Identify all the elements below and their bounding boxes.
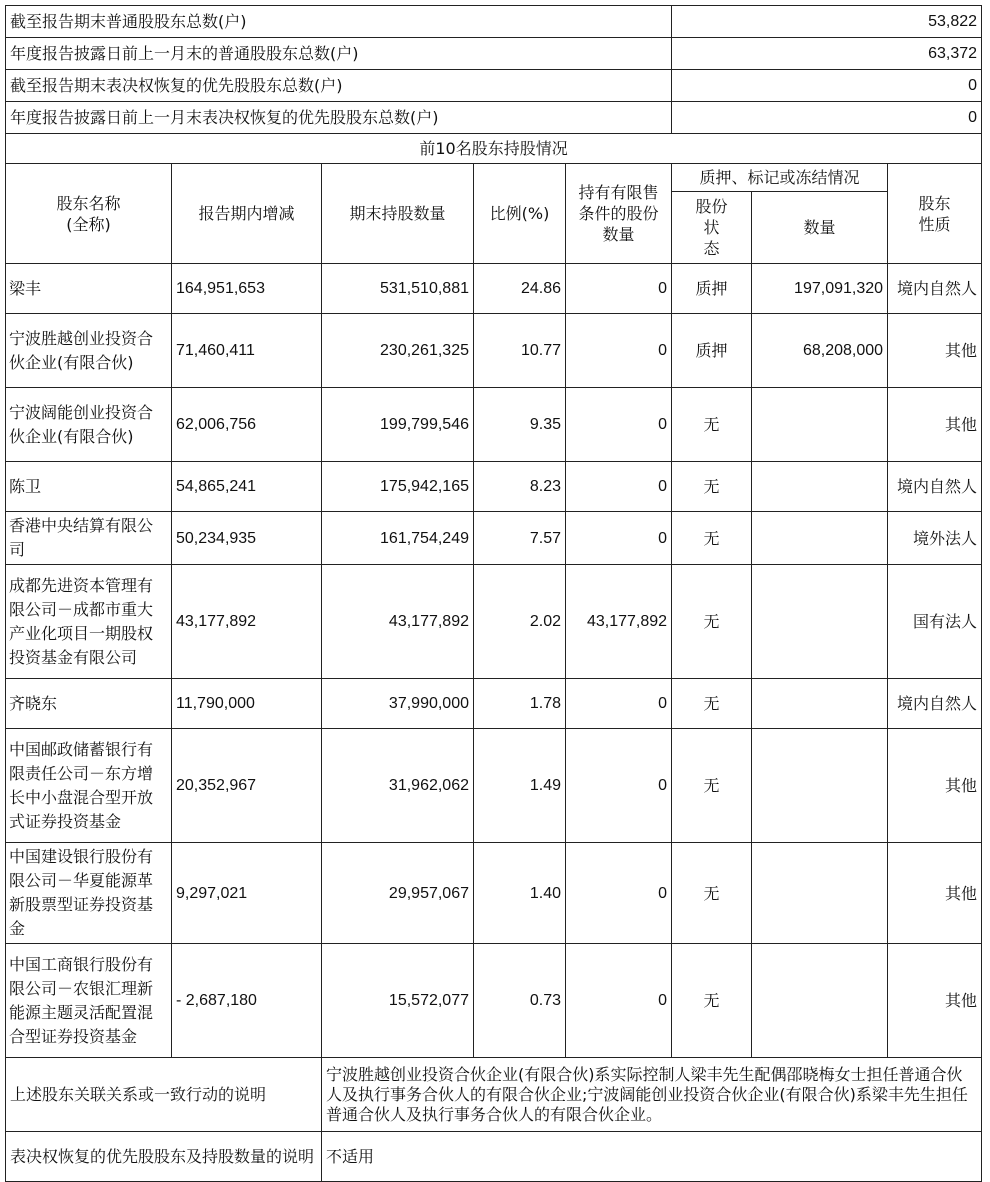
nature-cell: 其他 xyxy=(888,314,982,388)
nature-cell: 境内自然人 xyxy=(888,679,982,729)
shareholder-name: 陈卫 xyxy=(6,462,172,512)
header-change: 报告期内增减 xyxy=(172,164,322,264)
summary-label: 截至报告期末表决权恢复的优先股股东总数(户) xyxy=(6,70,672,102)
ratio-cell: 10.77 xyxy=(474,314,566,388)
nature-cell: 其他 xyxy=(888,729,982,843)
nature-cell: 境外法人 xyxy=(888,512,982,565)
shareholder-name: 宁波胜越创业投资合伙企业(有限合伙) xyxy=(6,314,172,388)
header-pledge-group: 质押、标记或冻结情况 xyxy=(672,164,888,192)
summary-value: 0 xyxy=(672,102,982,134)
pledge-qty-cell xyxy=(752,679,888,729)
change-cell: 62,006,756 xyxy=(172,388,322,462)
header-restricted: 持有有限售 条件的股份 数量 xyxy=(566,164,672,264)
table-row xyxy=(6,462,982,512)
change-cell: 11,790,000 xyxy=(172,679,322,729)
shareholder-table xyxy=(5,5,982,1182)
pledge-qty-cell: 68,208,000 xyxy=(752,314,888,388)
header-name: 股东名称 (全称) xyxy=(6,164,172,264)
nature-cell: 境内自然人 xyxy=(888,264,982,314)
relation-note-label: 上述股东关联关系或一致行动的说明 xyxy=(6,1058,322,1132)
section-title-row xyxy=(6,134,982,164)
restricted-cell: 0 xyxy=(566,264,672,314)
end-qty-cell: 161,754,249 xyxy=(322,512,474,565)
end-qty-cell: 29,957,067 xyxy=(322,843,474,944)
table-row xyxy=(6,388,982,462)
summary-row xyxy=(6,6,982,38)
pledge-qty-cell xyxy=(752,944,888,1058)
header-ratio: 比例(%) xyxy=(474,164,566,264)
table-row xyxy=(6,565,982,679)
summary-value: 63,372 xyxy=(672,38,982,70)
ratio-cell: 8.23 xyxy=(474,462,566,512)
summary-value: 53,822 xyxy=(672,6,982,38)
restricted-cell: 0 xyxy=(566,729,672,843)
pledge-qty-cell xyxy=(752,388,888,462)
change-cell: 71,460,411 xyxy=(172,314,322,388)
pledge-qty-cell xyxy=(752,512,888,565)
shareholder-name: 香港中央结算有限公司 xyxy=(6,512,172,565)
change-cell: 164,951,653 xyxy=(172,264,322,314)
summary-label: 年度报告披露日前上一月末的普通股股东总数(户) xyxy=(6,38,672,70)
change-cell: 20,352,967 xyxy=(172,729,322,843)
summary-label: 截至报告期末普通股股东总数(户) xyxy=(6,6,672,38)
table-row xyxy=(6,843,982,944)
relation-note-text: 宁波胜越创业投资合伙企业(有限合伙)系实际控制人梁丰先生配偶邵晓梅女士担任普通合伙人及执行事务合伙人的有限合伙企业;宁波阔能创业投资合伙企业(有限合伙)系梁丰先生担任普通合伙人及执行事务合伙人的有限合伙企业。 xyxy=(322,1058,982,1132)
end-qty-cell: 175,942,165 xyxy=(322,462,474,512)
shareholder-name: 中国邮政储蓄银行有限责任公司－东方增长中小盘混合型开放式证券投资基金 xyxy=(6,729,172,843)
pledge-status-cell: 质押 xyxy=(672,264,752,314)
end-qty-cell: 31,962,062 xyxy=(322,729,474,843)
end-qty-cell: 43,177,892 xyxy=(322,565,474,679)
header-row xyxy=(6,164,982,192)
header-end-qty: 期末持股数量 xyxy=(322,164,474,264)
shareholder-name: 中国工商银行股份有限公司－农银汇理新能源主题灵活配置混合型证券投资基金 xyxy=(6,944,172,1058)
nature-cell: 其他 xyxy=(888,843,982,944)
summary-row xyxy=(6,102,982,134)
shareholder-document xyxy=(5,5,982,1182)
pledge-qty-cell xyxy=(752,565,888,679)
header-nature: 股东 性质 xyxy=(888,164,982,264)
end-qty-cell: 531,510,881 xyxy=(322,264,474,314)
restricted-cell: 0 xyxy=(566,462,672,512)
table-row xyxy=(6,729,982,843)
preferred-note-label: 表决权恢复的优先股股东及持股数量的说明 xyxy=(6,1132,322,1182)
header-pledge-status: 股份 状 态 xyxy=(672,192,752,264)
pledge-status-cell: 无 xyxy=(672,512,752,565)
restricted-cell: 0 xyxy=(566,679,672,729)
ratio-cell: 1.40 xyxy=(474,843,566,944)
summary-label: 年度报告披露日前上一月末表决权恢复的优先股股东总数(户) xyxy=(6,102,672,134)
restricted-cell: 43,177,892 xyxy=(566,565,672,679)
end-qty-cell: 230,261,325 xyxy=(322,314,474,388)
nature-cell: 境内自然人 xyxy=(888,462,982,512)
shareholder-name: 齐晓东 xyxy=(6,679,172,729)
ratio-cell: 7.57 xyxy=(474,512,566,565)
end-qty-cell: 15,572,077 xyxy=(322,944,474,1058)
change-cell: 43,177,892 xyxy=(172,565,322,679)
shareholder-name: 梁丰 xyxy=(6,264,172,314)
summary-row xyxy=(6,38,982,70)
preferred-note-text: 不适用 xyxy=(322,1132,982,1182)
restricted-cell: 0 xyxy=(566,314,672,388)
pledge-status-cell: 无 xyxy=(672,679,752,729)
change-cell: 54,865,241 xyxy=(172,462,322,512)
summary-row xyxy=(6,70,982,102)
ratio-cell: 2.02 xyxy=(474,565,566,679)
pledge-qty-cell xyxy=(752,843,888,944)
pledge-status-cell: 无 xyxy=(672,565,752,679)
pledge-status-cell: 质押 xyxy=(672,314,752,388)
pledge-status-cell: 无 xyxy=(672,944,752,1058)
pledge-status-cell: 无 xyxy=(672,843,752,944)
change-cell: 9,297,021 xyxy=(172,843,322,944)
ratio-cell: 0.73 xyxy=(474,944,566,1058)
shareholder-name: 中国建设银行股份有限公司－华夏能源革新股票型证券投资基金 xyxy=(6,843,172,944)
section-title: 前10名股东持股情况 xyxy=(6,134,982,164)
pledge-qty-cell xyxy=(752,462,888,512)
pledge-qty-cell xyxy=(752,729,888,843)
nature-cell: 其他 xyxy=(888,388,982,462)
shareholder-name: 宁波阔能创业投资合伙企业(有限合伙) xyxy=(6,388,172,462)
table-row xyxy=(6,512,982,565)
restricted-cell: 0 xyxy=(566,388,672,462)
table-row xyxy=(6,944,982,1058)
change-cell: 50,234,935 xyxy=(172,512,322,565)
restricted-cell: 0 xyxy=(566,512,672,565)
shareholder-name: 成都先进资本管理有限公司－成都市重大产业化项目一期股权投资基金有限公司 xyxy=(6,565,172,679)
restricted-cell: 0 xyxy=(566,843,672,944)
header-pledge-qty: 数量 xyxy=(752,192,888,264)
pledge-status-cell: 无 xyxy=(672,729,752,843)
ratio-cell: 1.49 xyxy=(474,729,566,843)
restricted-cell: 0 xyxy=(566,944,672,1058)
end-qty-cell: 199,799,546 xyxy=(322,388,474,462)
pledge-status-cell: 无 xyxy=(672,388,752,462)
table-row xyxy=(6,314,982,388)
ratio-cell: 24.86 xyxy=(474,264,566,314)
nature-cell: 国有法人 xyxy=(888,565,982,679)
pledge-qty-cell: 197,091,320 xyxy=(752,264,888,314)
change-cell: - 2,687,180 xyxy=(172,944,322,1058)
footer-row xyxy=(6,1132,982,1182)
table-row xyxy=(6,679,982,729)
pledge-status-cell: 无 xyxy=(672,462,752,512)
ratio-cell: 9.35 xyxy=(474,388,566,462)
end-qty-cell: 37,990,000 xyxy=(322,679,474,729)
footer-row xyxy=(6,1058,982,1132)
summary-value: 0 xyxy=(672,70,982,102)
table-row xyxy=(6,264,982,314)
ratio-cell: 1.78 xyxy=(474,679,566,729)
nature-cell: 其他 xyxy=(888,944,982,1058)
